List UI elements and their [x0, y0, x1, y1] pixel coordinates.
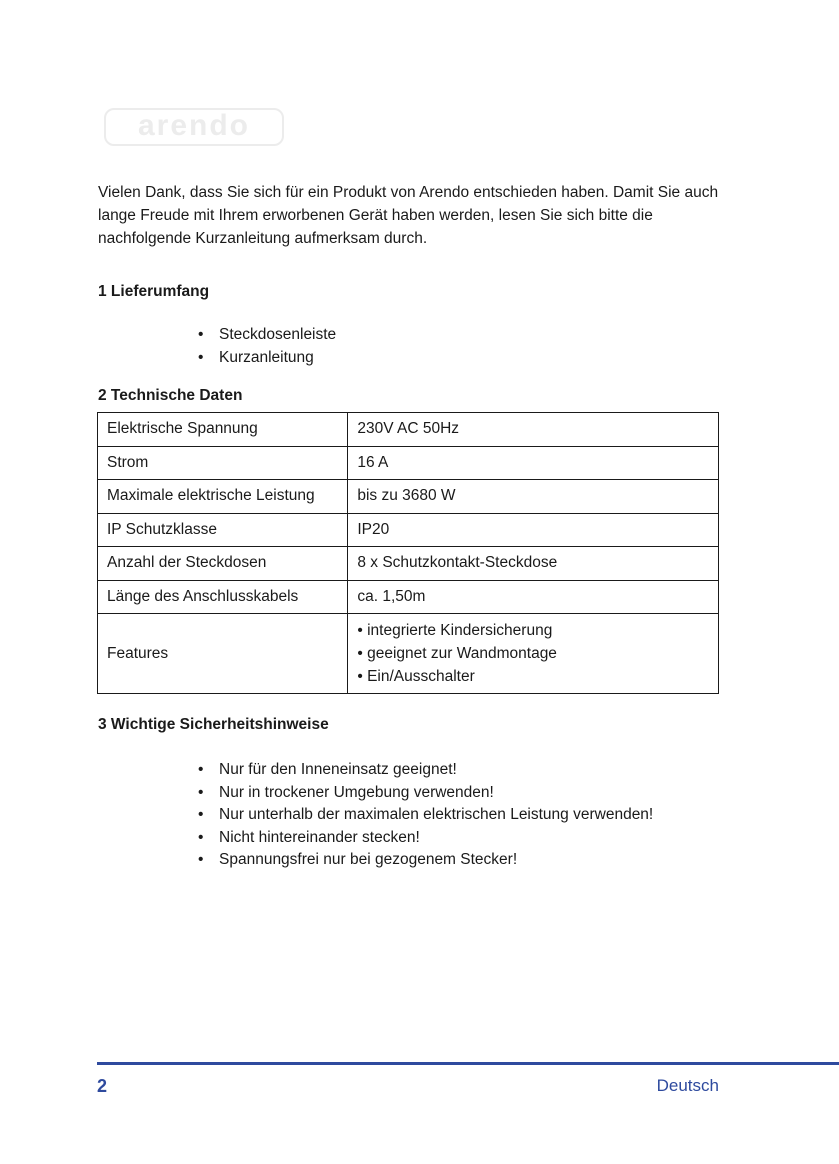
footer-divider [97, 1062, 839, 1065]
feature-item: • integrierte Kindersicherung [357, 622, 553, 639]
table-row-features [98, 614, 719, 694]
spec-label: IP Schutzklasse [98, 513, 348, 547]
list-item: • Kurzanleitung [196, 347, 336, 370]
spec-value: IP20 [348, 513, 719, 547]
spec-label: Anzahl der Steckdosen [98, 547, 348, 581]
table-row [98, 513, 719, 547]
list-item: • Nur in trockener Umgebung verwenden! [196, 782, 653, 805]
table-row [98, 446, 719, 480]
page-number: 2 [97, 1076, 108, 1096]
list-item: • Nur für den Inneneinsatz geeignet! [196, 759, 653, 782]
spec-value: 8 x Schutzkontakt-Steckdose [348, 547, 719, 581]
spec-value: bis zu 3680 W [348, 480, 719, 514]
spec-value: 16 A [348, 446, 719, 480]
intro-paragraph: Vielen Dank, dass Sie sich für ein Produkt von Arendo entschieden haben. Damit Sie auch lange Freude mit Ihrem erworbenen Gerät haben werden, lesen Sie sich bitte die nachfolgende Kurzanleitung aufmerksam durch. [98, 184, 719, 247]
features-cell [348, 614, 719, 694]
lieferumfang-list [196, 324, 336, 369]
feature-item: • geeignet zur Wandmontage [357, 645, 557, 662]
sicherheitshinweise-list [196, 759, 653, 872]
list-item: • Spannungsfrei nur bei gezogenem Stecker! [196, 849, 653, 872]
footer-language: Deutsch [656, 1076, 719, 1095]
spec-label: Elektrische Spannung [98, 413, 348, 447]
arendo-logo: arendo [104, 108, 284, 146]
spec-label: Features [98, 614, 348, 694]
section-heading-technische-daten: 2 Technische Daten [98, 387, 243, 404]
list-item: • Nicht hintereinander stecken! [196, 827, 653, 850]
feature-item: • Ein/Ausschalter [357, 668, 475, 685]
spec-label: Strom [98, 446, 348, 480]
spec-label: Länge des Anschlusskabels [98, 580, 348, 614]
spec-value: 230V AC 50Hz [348, 413, 719, 447]
section-heading-sicherheitshinweise: 3 Wichtige Sicherheitshinweise [98, 716, 329, 733]
table-row [98, 480, 719, 514]
list-item: • Steckdosenleiste [196, 324, 336, 347]
table-row [98, 580, 719, 614]
spec-label: Maximale elektrische Leistung [98, 480, 348, 514]
spec-value: ca. 1,50m [348, 580, 719, 614]
section-heading-lieferumfang: 1 Lieferumfang [98, 283, 210, 300]
technical-data-table [97, 412, 719, 694]
list-item: • Nur unterhalb der maximalen elektrischen Leistung verwenden! [196, 804, 653, 827]
table-row [98, 413, 719, 447]
table-row [98, 547, 719, 581]
